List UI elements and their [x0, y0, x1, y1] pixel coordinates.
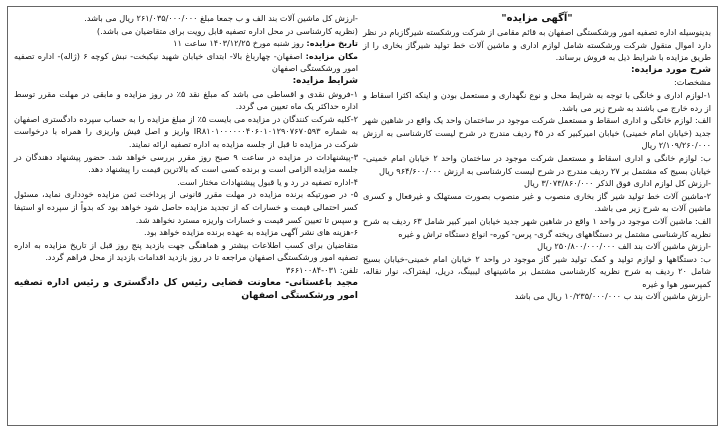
auction-place	[14, 50, 358, 75]
item-1-b: ب: لوازم خانگی و اداری اسقاط و مستعمل شرکت موجود در ساختمان واحد ۲ خیابان امام خمینی-خیابان بسیج که مشتمل بر ۲۷ ردیف مندرج در شرح لیست کارشناسی به ارزش ۹۶۴/۶۰۰/۰۰۰ ریال	[363, 152, 712, 176]
item-2-b: ب: دستگاهها و لوازم تولید و کمک تولید شیر گاز موجود در واحد ۲ خیابان امام خمینی-خیابان بسیج شامل ۲۰ ردیف به شرح نظریه کارشناسی مشتمل بر ماشینهای لیبینگ، دریل، لیفتراک، نوار نقاله، کمپرسور هوا و غیره	[363, 253, 711, 289]
notice-right-column	[363, 12, 711, 421]
subject-heading: شرح مورد مزایده:	[631, 64, 711, 75]
item-1-a: الف: لوازم خانگی و اداری اسقاط و مستعمل شرکت موجود در ساختمان واحد یک واقع در شاهین شهر جدید (خیابان امام خمینی) خیابان امیرکبیر که در ۴۵ ردیف مندرج در شرح لیست کارشناسی به ارزش ۲/۱۰۹/۲۶۰/۰۰۰ ریال	[363, 115, 711, 151]
auction-place-value: اصفهان- چهارباغ بالا- ابتدای خیابان شهید نیکبخت- نبش کوچه ۶ (ژاله)- اداره تصفیه امور ورشکستگی اصفهان	[14, 50, 358, 74]
signature: مجید باغستانی- معاونت قضایی رئیس کل دادگستری و رئیس اداره تصفیه امور ورشکستگی اصفهان	[14, 277, 358, 302]
condition-6: ۶-هزینه های نشر آگهی مزایده به عهده برنده مزایده خواهد بود.	[143, 227, 358, 238]
auction-notice	[7, 6, 718, 426]
item-1-total: -ارزش کل لوازم اداری فوق الذکر ۳/۰۷۳/۸۶۰/۰۰۰ ریال	[524, 178, 711, 189]
condition-contact: متقاضیان برای کسب اطلاعات بیشتر و هماهنگی جهت بازدید پنج روز قبل از تاریخ مزایده به اداره تصفیه امور ورشکستگی اصفهان مراجعه تا در روز بازدید اقدامات بازدید از محل فراهم گردد.	[14, 239, 358, 263]
conditions-heading: شرایط مزایده:	[292, 75, 358, 86]
notice-left-column	[14, 12, 358, 421]
total-value: -ارزش کل ماشین آلات بند الف و ب جمعا مبلغ ۲۶۱/۰۳۵/۰۰۰/۰۰۰ ریال می باشد.	[84, 13, 358, 23]
condition-1: ۱-فروش نقدی و اقساطی می باشد که مبلغ نقد ۵٪ در روز مزایده و مابقی در مهلت مقرر توسط اداره حداکثر یک ماه تعیین می گردد.	[14, 88, 358, 112]
notice-title: "آگهی مزایده"	[501, 13, 573, 24]
phone: تلفن: ۰۳۱-۳۶۶۱۰۰۸۴	[285, 264, 358, 275]
condition-3: ۳-پیشنهادات در مزایده در ساعت ۹ صبح روز مقرر بررسی خواهد شد. حضور پیشنهاد دهندگان در جلسه مزایده الزامی است و برنده کسی است که بالاترین قیمت را پیشنهاد دهد.	[14, 151, 358, 175]
specs-label: مشخصات:	[673, 77, 711, 88]
item-2-a: الف: ماشین آلات موجود در واحد ۱ واقع در شاهین شهر جدید خیابان امیر کبیر شامل ۶۳ ردیف به شرح نظریه کارشناسی مشتمل بر دستگاههای ریخته گری- پرس- کوره- انواع دستگاه تراش و غیره	[363, 215, 711, 239]
item-1: ۱-لوازم اداری و خانگی با توجه به شرایط محل و نوع نگهداری و مستعمل بودن و اینکه اکثرا اسقاط و از رده خارج می باشند به شرح زیر می باشد.	[363, 89, 711, 113]
notice-intro: بدینوسیله اداره تصفیه امور ورشکستگی اصفهان به قائم مقامی از شرکت ورشکسته شیرگازبام در نظر دارد اموال منقول شرکت ورشکسته شامل لوازم اداری و ماشین آلات خط تولید شیرگاز بخاری را از طریق مزایده با شرایط ذیل به فروش برساند.	[363, 27, 711, 63]
item-2-b-value: -ارزش ماشین آلات بند ب ۱۰/۲۳۵/۰۰۰/۰۰۰ ریال می باشد	[514, 291, 711, 302]
auction-date	[14, 37, 358, 50]
auction-date-value: روز شنبه مورخ ۱۴۰۳/۱۲/۲۵ ساعت ۱۱	[173, 38, 304, 49]
condition-4: ۴-اداره تصفیه در رد و یا قبول پیشنهادات مختار است.	[177, 176, 358, 187]
expert-report-note: (نظریه کارشناسی در محل اداره تصفیه قابل رویت برای متقاضیان می باشد.)	[96, 25, 358, 36]
condition-2: ۲-کلیه شرکت کنندگان در مزایده می بایست ۵٪ از مبلغ مزایده را به حساب سپرده دادگستری اصفهان به شماره IR۸۱۰۱۰۰۰۰۰۰۴۰۶۰۱۰۱۲۹۰۷۶۷۰۵۹۳ واریز و اصل فیش واریزی را همراه با درخواست شرکت در مزایده تا قبل از جلسه مزایده به اداره تصفیه ارائه نمایند.	[14, 113, 358, 149]
auction-date-label: تاریخ مزایده:	[306, 38, 358, 49]
condition-5: ۵- در صورتیکه برنده مزایده در مهلت مقرر قانونی از پرداخت ثمن مزایده خودداری نماید، مسئول کسر احتمالی قیمت و خسارات که از تجدید مزایده حاصل شود خواهد بود که بدواً از سپرده او استیفا و سپس تا تعیین کسر قیمت و خسارات واریزه مسترد نخواهد شد.	[14, 189, 358, 225]
auction-place-label: مکان مزایده:	[305, 50, 358, 61]
item-2-a-value: -ارزش ماشین آلات بند الف ۲۵۰/۸۰۰/۰۰۰/۰۰۰ ریال	[537, 241, 711, 252]
item-2: ۲-ماشین آلات خط تولید شیر گاز بخاری منصوب و غیر منصوب بصورت مستهلک و غیرفعال و کسری ماشین آلات به شرح زیر می باشد.	[363, 190, 711, 214]
